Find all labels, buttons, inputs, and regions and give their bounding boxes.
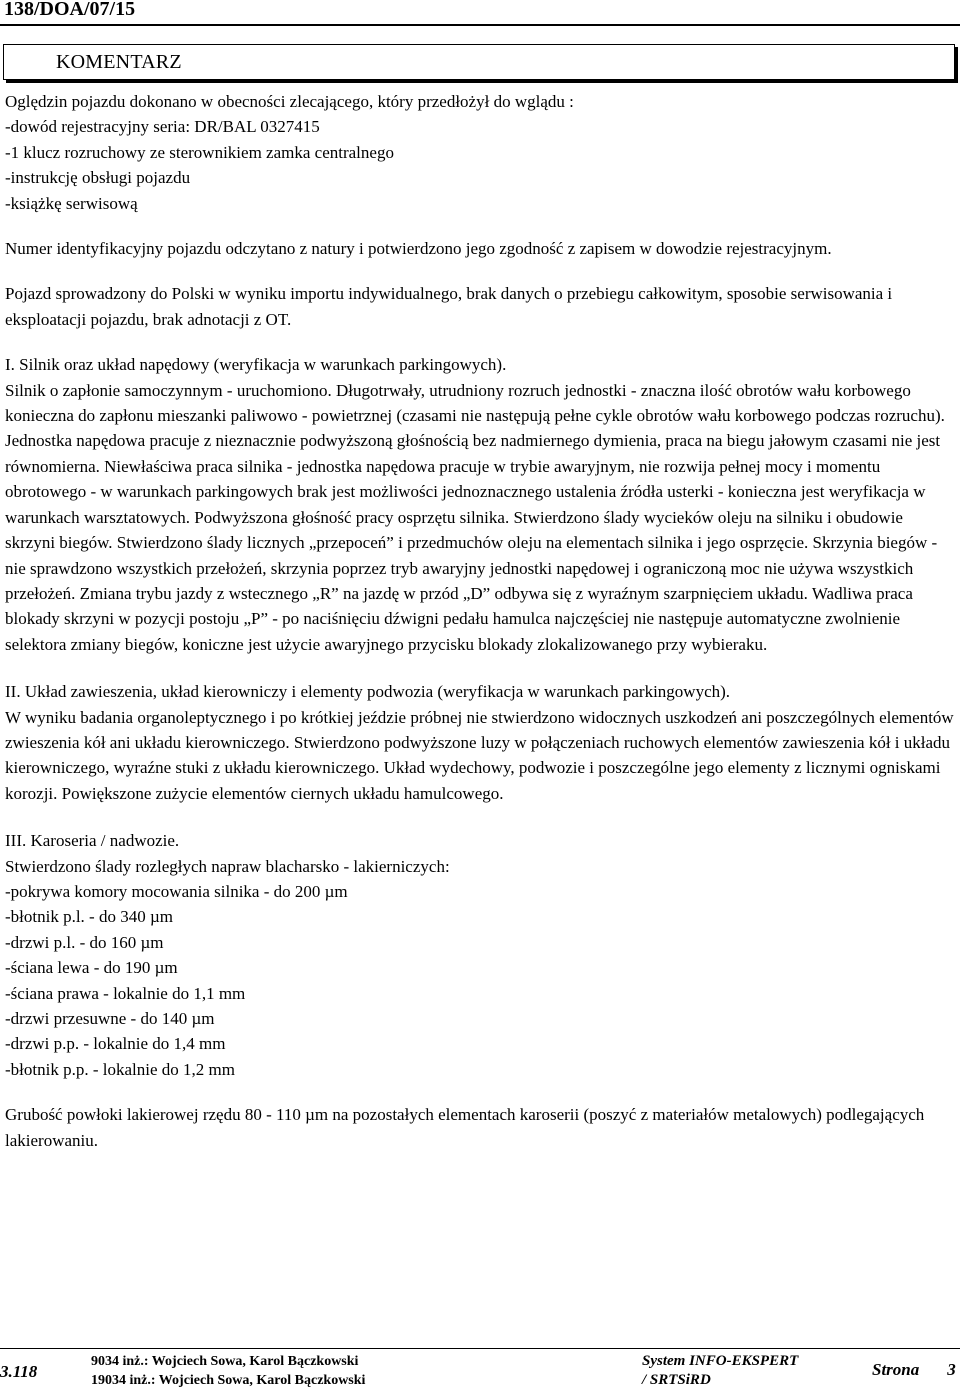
intro-line: -dowód rejestracyjny seria: DR/BAL 0327415 (5, 117, 320, 137)
damage-list (5, 879, 955, 1082)
damage-item: -drzwi p.p. - lokalnie do 1,4 mm (5, 1034, 226, 1054)
intro-line: -książkę serwisową (5, 193, 138, 213)
footer-section-number: 3.118 (0, 1362, 38, 1381)
footer-expert-line: 9034 inż.: Wojciech Sowa, Karol Bączkowski (91, 1354, 359, 1369)
paint-thickness-paragraph: Grubość powłoki lakierowej rzędu 80 - 110 µm na pozostałych elementach karoserii (poszyć z materiałów metalowych) podlegających lakierowaniu. (5, 1105, 925, 1150)
vin-paragraph: Numer identyfikacyjny pojazdu odczytano z natury i potwierdzono jego zgodność z zapisem w dowodzie rejestracyjnym. (5, 239, 832, 259)
intro-list (5, 89, 955, 216)
section-3-heading: III. Karoseria / nadwozie. (5, 831, 180, 851)
footer-rule (0, 1348, 960, 1349)
section-title-box (3, 44, 955, 80)
footer-page-number: 3 (947, 1360, 956, 1379)
damage-item: -błotnik p.p. - lokalnie do 1,2 mm (5, 1059, 235, 1079)
intro-line: -1 klucz rozruchowy ze sterownikiem zamka centralnego (5, 142, 394, 162)
import-paragraph: Pojazd sprowadzony do Polski w wyniku importu indywidualnego, brak danych o przebiegu całkowitym, sposobie serwisowania i eksploatacji pojazdu, brak adnotacji z OT. (5, 284, 893, 329)
footer-experts (91, 1352, 365, 1390)
damage-item: -pokrywa komory mocowania silnika - do 200 µm (5, 881, 348, 901)
footer-system-name: System INFO-EKSPERT (642, 1353, 799, 1369)
section-title: KOMENTARZ (56, 51, 182, 73)
intro-line: -instrukcję obsługi pojazdu (5, 168, 191, 188)
footer-system-code: / SRTSiRD (642, 1372, 711, 1388)
header-rule (0, 24, 960, 26)
footer-page (872, 1360, 956, 1380)
damage-item: -błotnik p.l. - do 340 µm (5, 907, 173, 927)
section-2-heading: II. Układ zawieszenia, układ kierowniczy i elementy podwozia (weryfikacja w warunkach parkingowych). (5, 682, 731, 702)
footer-page-label: Strona (872, 1360, 920, 1379)
section-1-heading: I. Silnik oraz układ napędowy (weryfikacja w warunkach parkingowych). (5, 355, 507, 375)
page-footer (0, 1348, 960, 1389)
footer-system (642, 1352, 798, 1390)
section-3-intro: Stwierdzono ślady rozległych napraw blacharsko - lakierniczych: (5, 856, 450, 876)
damage-item: -ściana lewa - do 190 µm (5, 958, 178, 978)
document-id: 138/DOA/07/15 (4, 0, 136, 20)
damage-item: -drzwi p.l. - do 160 µm (5, 932, 164, 952)
section-1-body: Silnik o zapłonie samoczynnym - uruchomiono. Długotrwały, utrudniony rozruch jednostki - znaczna ilość obrotów wału korbowego konieczna do zapłonu mieszanki paliwowo - powietrznej (czasami nie następują pełne cykle obrotów wału korbowego podczas rozruchu). Jednostka napędowa pracuje z nieznacznie podwyższoną głośnością bez nadmiernego dymienia, praca na biegu jałowym czasami nie jest równomierna. Niewłaściwa praca silnika - jednostka napędowa pracuje w trybie awaryjnym, nie rozwija pełnej mocy i momentu obrotowego - w warunkach parkingowych brak jest możliwości jednoznacznego ustalenia źródła usterki - konieczna jest weryfikacja w warunkach warsztatowych. Podwyższona głośność pracy osprzętu silnika. Stwierdzono ślady wycieków oleju na silniku i obudowie skrzyni biegów. Stwierdzono ślady licznych „przepoceń” i przedmuchów oleju na elementach silnika i jego osprzęcie. Skrzynia biegów - nie sprawdzono wszystkich przełożeń, skrzynia poprzez tryb awaryjny jednostki napędowej i ograniczoną moc nie używa wszystkich przełożeń. Zmiana trybu jazdy z wstecznego „R” na jazdę w przód „D” odbywa się z wyraźnym szarpnięciem układu. Wadliwa praca blokady skrzyni w pozycji postoju „P” - po naciśnięciu dźwigni pedału hamulca najczęściej nie następuje automatyczne zwolnienie selektora zmiany biegów, koniczne jest użycie awaryjnego przycisku blokady zlokalizowanego przy wybieraku. (5, 380, 945, 654)
intro-line: Oględzin pojazdu dokonano w obecności zlecającego, który przedłożył do wglądu : (5, 92, 574, 111)
damage-item: -ściana prawa - lokalnie do 1,1 mm (5, 983, 246, 1003)
damage-item: -drzwi przesuwne - do 140 µm (5, 1009, 215, 1028)
section-2-body: W wyniku badania organoleptycznego i po krótkiej jeździe próbnej nie stwierdzono widocznych uszkodzeń ani poszczególnych elementów zwieszenia kół ani układu kierowniczego. Stwierdzono podwyższone luzy w połączeniach ruchowych elementów zawieszenia kół i układu kierowniczego, wyraźne stuki z układu kierowniczego. Układ wydechowy, podwozie i poszczególne jego elementy z licznymi ogniskami korozji. Powiększone zużycie elementów ciernych układu hamulcowego. (5, 707, 954, 803)
document-body (5, 89, 955, 1153)
footer-expert-line: 19034 inż.: Wojciech Sowa, Karol Bączkowski (91, 1373, 366, 1388)
